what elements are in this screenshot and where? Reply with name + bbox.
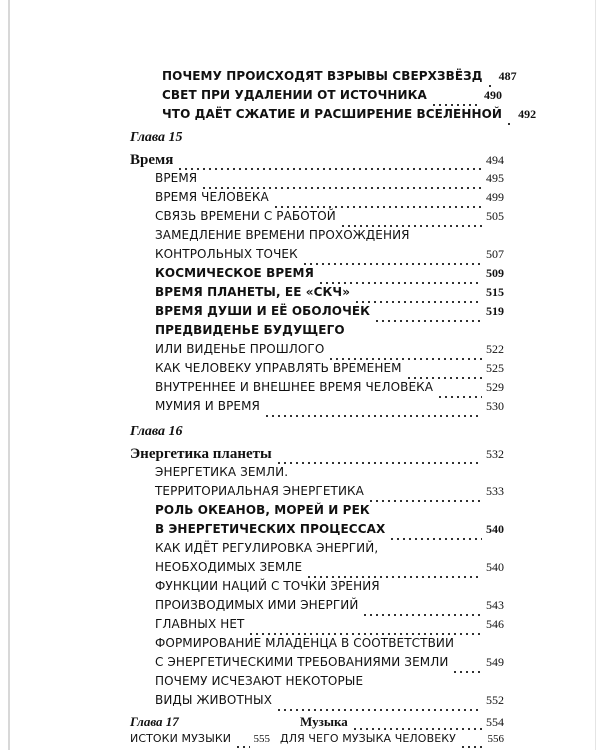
toc-entry[interactable]: СВЯЗЬ ВРЕМЕНИ С РАБОТОЙ 505 (155, 209, 504, 227)
dot-leader (437, 386, 482, 398)
toc-entry[interactable]: ВРЕМЯ ПЛАНЕТЫ, ЕЕ «СКЧ» 515 (155, 285, 504, 303)
toc-entry[interactable]: ВРЕМЯ 495 (155, 171, 504, 189)
dot-leader (452, 661, 482, 673)
toc-entry-wrap[interactable]: ФУНКЦИИ НАЦИЙ С ТОЧКИ ЗРЕНИЯ (155, 579, 380, 593)
dot-leader (431, 94, 480, 106)
toc-entry-wrap[interactable]: РОЛЬ ОКЕАНОВ, МОРЕЙ И РЕК (155, 503, 370, 517)
dot-leader (235, 736, 249, 748)
toc-entry-wrap[interactable]: ЗАМЕДЛЕНИЕ ВРЕМЕНИ ПРОХОЖДЕНИЯ (155, 228, 410, 242)
section-title[interactable]: Музыка 554 (300, 714, 504, 729)
toc-entry[interactable]: НЕОБХОДИМЫХ ЗЕМЛЕ 540 (155, 560, 504, 578)
toc-entry[interactable]: КОНТРОЛЬНЫХ ТОЧЕК 507 (155, 247, 504, 265)
dot-leader (302, 253, 482, 265)
toc-entry[interactable]: ВНУТРЕННЕЕ И ВНЕШНЕЕ ВРЕМЯ ЧЕЛОВЕКА 529 (155, 380, 504, 398)
toc-entry[interactable]: КАК ЧЕЛОВЕКУ УПРАВЛЯТЬ ВРЕМЕНЕМ 525 (155, 361, 504, 379)
chapter-heading: Глава 15 (130, 130, 183, 145)
toc-entry-wrap[interactable]: КАК ИДЁТ РЕГУЛИРОВКА ЭНЕРГИЙ, (155, 541, 379, 555)
dot-leader (460, 736, 484, 748)
section-title[interactable]: Энергетика планеты 532 (130, 446, 504, 462)
toc-entry[interactable]: МУМИЯ И ВРЕМЯ 530 (155, 399, 504, 417)
chapter-heading: Глава 16 (130, 424, 183, 439)
dot-leader (276, 452, 482, 464)
toc-entry[interactable]: ПОЧЕМУ ПРОИСХОДЯТ ВЗРЫВЫ СВЕРХЗВЁЗД 487 (162, 69, 502, 87)
dot-leader (487, 75, 495, 87)
dot-leader (362, 604, 482, 616)
toc-entry[interactable]: ПРОИЗВОДИМЫХ ИМИ ЭНЕРГИЙ 543 (155, 598, 504, 616)
dot-leader (389, 528, 482, 540)
toc-entry[interactable]: КОСМИЧЕСКОЕ ВРЕМЯ 509 (155, 266, 504, 284)
toc-entry-wrap[interactable]: ПРЕДВИДЕНЬЕ БУДУЩЕГО (155, 323, 345, 337)
section-title[interactable]: Время 494 (130, 152, 504, 168)
dot-leader (328, 348, 482, 360)
dot-leader (374, 310, 482, 322)
dot-leader (177, 158, 482, 170)
toc-entry-wrap[interactable]: ФОРМИРОВАНИЕ МЛАДЕНЦА В СООТВЕТСТВИИ (155, 636, 455, 650)
toc-entry[interactable]: ВРЕМЯ ДУШИ И ЕЁ ОБОЛОЧЕК 519 (155, 304, 504, 322)
chapter-heading: Глава 17 (130, 714, 179, 729)
toc-entry[interactable]: ГЛАВНЫХ НЕТ 546 (155, 617, 504, 635)
scan-edge-left (8, 0, 10, 750)
toc-entry[interactable]: ВИДЫ ЖИВОТНЫХ 552 (155, 693, 504, 711)
toc-entry-wrap[interactable]: ЭНЕРГЕТИКА ЗЕМЛИ. (155, 465, 289, 479)
dot-leader (368, 490, 482, 502)
dot-leader (318, 272, 482, 284)
toc-entry[interactable]: С ЭНЕРГЕТИЧЕСКИМИ ТРЕБОВАНИЯМИ ЗЕМЛИ 549 (155, 655, 504, 673)
toc-entry[interactable]: ИЛИ ВИДЕНЬЕ ПРОШЛОГО 522 (155, 342, 504, 360)
toc-entry[interactable]: В ЭНЕРГЕТИЧЕСКИХ ПРОЦЕССАХ 540 (155, 522, 504, 540)
dot-leader (506, 113, 514, 125)
dot-leader (352, 718, 482, 730)
dot-leader (354, 291, 482, 303)
dot-leader (201, 177, 482, 189)
dot-leader (406, 367, 482, 379)
toc-entry-wrap[interactable]: ПОЧЕМУ ИСЧЕЗАЮТ НЕКОТОРЫЕ (155, 674, 364, 688)
toc-entry[interactable]: ИСТОКИ МУЗЫКИ 555 (130, 732, 270, 748)
toc-entry[interactable]: ТЕРРИТОРИАЛЬНАЯ ЭНЕРГЕТИКА 533 (155, 484, 504, 502)
toc-entry[interactable]: ВРЕМЯ ЧЕЛОВЕКА 499 (155, 190, 504, 208)
toc-entry[interactable]: СВЕТ ПРИ УДАЛЕНИИ ОТ ИСТОЧНИКА 490 (162, 88, 502, 106)
dot-leader (340, 215, 482, 227)
toc-entry[interactable]: ЧТО ДАЁТ СЖАТИЕ И РАСШИРЕНИЕ ВСЕЛЕННОЙ 492 (162, 107, 502, 125)
toc-entry[interactable]: ДЛЯ ЧЕГО МУЗЫКА ЧЕЛОВЕКУ 556 (280, 732, 504, 748)
dot-leader (273, 196, 482, 208)
scan-edge-right (595, 0, 596, 750)
dot-leader (306, 566, 482, 578)
dot-leader (276, 699, 482, 711)
dot-leader (248, 623, 482, 635)
dot-leader (264, 405, 482, 417)
